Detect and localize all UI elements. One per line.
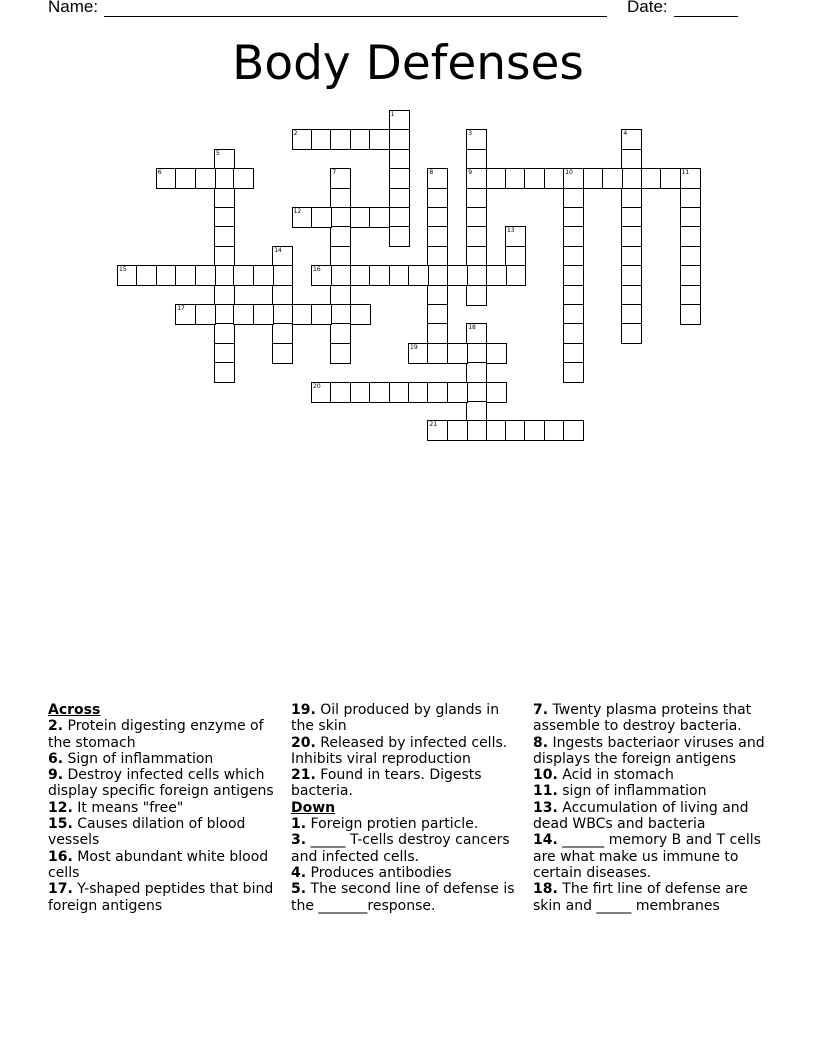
date-label: Date:	[627, 0, 668, 16]
clue-down-14: 14. ______ memory B and T cells are what make us immune to certain diseases.	[533, 832, 761, 881]
grid-cell[interactable]	[621, 265, 642, 286]
grid-cell[interactable]	[466, 343, 487, 364]
clue-across-12: 12. It means "free"	[48, 799, 184, 816]
grid-cell[interactable]	[389, 149, 410, 170]
grid-cell[interactable]	[427, 246, 448, 267]
grid-cell[interactable]	[680, 207, 701, 228]
grid-cell[interactable]	[330, 226, 351, 247]
clue-down-13: 13. Accumulation of living and dead WBCs and bacteria	[533, 799, 749, 833]
grid-cell[interactable]	[563, 207, 584, 228]
grid-cell[interactable]	[680, 304, 701, 325]
grid-cell[interactable]	[427, 207, 448, 228]
grid-cell[interactable]	[330, 129, 351, 150]
grid-cell[interactable]	[621, 129, 642, 150]
grid-cell[interactable]	[330, 343, 351, 364]
grid-cell[interactable]	[563, 343, 584, 364]
grid-cell[interactable]	[156, 265, 177, 286]
grid-cell[interactable]	[195, 304, 216, 325]
grid-cell[interactable]	[292, 129, 313, 150]
grid-cell[interactable]	[214, 188, 235, 209]
grid-cell[interactable]	[563, 362, 584, 383]
grid-cell[interactable]	[660, 168, 681, 189]
grid-cell[interactable]	[389, 188, 410, 209]
grid-cell[interactable]	[408, 265, 429, 286]
grid-cell[interactable]	[447, 420, 468, 441]
grid-cell[interactable]	[466, 226, 487, 247]
grid-cell[interactable]	[330, 382, 351, 403]
cell-number: 20	[313, 382, 321, 390]
cell-number: 1	[390, 111, 395, 118]
grid-cell[interactable]	[563, 265, 584, 286]
grid-cell[interactable]	[350, 265, 371, 286]
grid-cell[interactable]	[195, 265, 216, 286]
grid-cell[interactable]	[583, 168, 604, 189]
grid-cell[interactable]	[563, 420, 584, 441]
grid-cell[interactable]	[680, 265, 701, 286]
grid-cell[interactable]	[136, 265, 157, 286]
grid-cell[interactable]	[214, 304, 235, 325]
grid-cell[interactable]	[621, 168, 642, 189]
grid-cell[interactable]	[389, 129, 410, 150]
grid-cell[interactable]	[427, 168, 448, 189]
grid-cell[interactable]	[466, 246, 487, 267]
grid-cell[interactable]	[447, 265, 468, 286]
grid-cell[interactable]	[427, 285, 448, 306]
cell-number: 13	[507, 227, 515, 235]
clues-column-3	[533, 702, 769, 914]
grid-cell[interactable]	[311, 265, 332, 286]
grid-cell[interactable]	[427, 304, 448, 325]
grid-cell[interactable]	[466, 207, 487, 228]
grid-cell[interactable]	[389, 110, 410, 131]
grid-cell[interactable]	[680, 226, 701, 247]
grid-cell[interactable]	[563, 285, 584, 306]
grid-cell[interactable]	[427, 323, 448, 344]
cell-number: 9	[468, 169, 473, 177]
cell-number: 4	[623, 130, 628, 138]
grid-cell[interactable]	[621, 149, 642, 170]
grid-cell[interactable]	[195, 168, 216, 189]
clue-down-5: 5. The second line of defense is the _______response.	[291, 881, 515, 914]
grid-cell[interactable]	[272, 343, 293, 364]
cell-number: 7	[332, 169, 337, 177]
cell-number: 16	[313, 266, 321, 274]
grid-cell[interactable]	[563, 323, 584, 344]
cell-number: 11	[681, 169, 690, 177]
grid-cell[interactable]	[427, 188, 448, 209]
grid-cell[interactable]	[680, 188, 701, 209]
grid-cell[interactable]	[311, 129, 332, 150]
clue-down-11: 11. sign of inflammation	[533, 783, 707, 800]
clue-across-20: 20. Released by infected cells. Inhibits viral reproduction	[291, 734, 508, 767]
grid-cell[interactable]	[369, 129, 390, 150]
grid-cell[interactable]	[214, 265, 235, 286]
grid-cell[interactable]	[621, 246, 642, 267]
grid-cell[interactable]	[350, 304, 371, 325]
grid-cell[interactable]	[563, 226, 584, 247]
clues-column-2	[291, 702, 523, 914]
cell-number: 5	[216, 149, 220, 157]
grid-cell[interactable]	[466, 285, 487, 306]
grid-cell[interactable]	[350, 382, 371, 403]
grid-cell[interactable]	[311, 304, 332, 325]
grid-cell[interactable]	[524, 420, 545, 441]
grid-cell[interactable]	[272, 323, 293, 344]
grid-cell[interactable]	[214, 226, 235, 247]
clue-across-2: 2. Protein digesting enzyme of the stomach	[48, 718, 264, 751]
grid-cell[interactable]	[427, 226, 448, 247]
cell-number: 18	[468, 324, 476, 332]
page-title: Body Defenses	[232, 36, 584, 91]
grid-cell[interactable]	[389, 226, 410, 247]
grid-cell[interactable]	[214, 168, 235, 189]
grid-cell[interactable]	[272, 265, 293, 286]
grid-cell[interactable]	[466, 168, 487, 189]
grid-cell[interactable]	[214, 246, 235, 267]
grid-cell[interactable]	[505, 226, 526, 247]
cell-number: 19	[410, 343, 418, 351]
clue-across-15: 15. Causes dilation of blood vessels	[48, 816, 246, 849]
grid-cell[interactable]	[447, 382, 468, 403]
grid-cell[interactable]	[563, 304, 584, 325]
clue-down-10: 10. Acid in stomach	[533, 767, 674, 784]
grid-cell[interactable]	[117, 265, 138, 286]
grid-cell[interactable]	[466, 188, 487, 209]
clue-down-3: 3. _____ T-cells destroy cancers and infected cells.	[291, 832, 510, 865]
grid-cell[interactable]	[233, 168, 254, 189]
grid-cell[interactable]	[408, 343, 429, 364]
crossword-grid	[0, 0, 816, 460]
grid-cell[interactable]	[233, 265, 254, 286]
clues-column-1	[48, 702, 276, 914]
grid-cell[interactable]	[369, 265, 390, 286]
grid-cell[interactable]	[505, 265, 526, 286]
grid-cell[interactable]	[680, 168, 701, 189]
across-heading: Across	[48, 702, 101, 718]
grid-cell[interactable]	[389, 265, 410, 286]
grid-cell[interactable]	[214, 285, 235, 306]
clue-down-7: 7. Twenty plasma proteins that assemble to destroy bacteria.	[533, 702, 752, 735]
grid-cell[interactable]	[214, 207, 235, 228]
grid-cell[interactable]	[330, 323, 351, 344]
grid-cell[interactable]	[563, 246, 584, 267]
clue-across-6: 6. Sign of inflammation	[48, 750, 214, 767]
grid-cell[interactable]	[427, 420, 448, 441]
grid-cell[interactable]	[233, 304, 254, 325]
grid-cell[interactable]	[524, 168, 545, 189]
name-label: Name:	[48, 0, 99, 16]
grid-cell[interactable]	[621, 188, 642, 209]
grid-cell[interactable]	[427, 382, 448, 403]
grid-cell[interactable]	[272, 246, 293, 267]
grid-cell[interactable]	[466, 265, 487, 286]
grid-cell[interactable]	[621, 304, 642, 325]
grid-cell[interactable]	[486, 343, 507, 364]
grid-cell[interactable]	[427, 265, 448, 286]
grid-cell[interactable]	[253, 304, 274, 325]
clue-down-8: 8. Ingests bacteriaor viruses and displays the foreign antigens	[533, 734, 765, 767]
cell-number: 10	[565, 169, 573, 177]
cell-number: 21	[429, 421, 438, 429]
grid-cell[interactable]	[389, 382, 410, 403]
grid-cell[interactable]	[621, 323, 642, 344]
grid-cell[interactable]	[486, 265, 507, 286]
grid-cell[interactable]	[350, 129, 371, 150]
grid-cell[interactable]	[641, 168, 662, 189]
down-heading: Down	[291, 799, 336, 816]
grid-cell[interactable]	[330, 188, 351, 209]
clue-down-4: 4. Produces antibodies	[291, 864, 452, 881]
cell-number: 6	[157, 169, 162, 177]
grid-cell[interactable]	[156, 168, 177, 189]
grid-cell[interactable]	[175, 304, 196, 325]
grid-cell[interactable]	[272, 304, 293, 325]
grid-cell[interactable]	[505, 168, 526, 189]
grid-cell[interactable]	[621, 226, 642, 247]
grid-cell[interactable]	[427, 343, 448, 364]
grid-cell[interactable]	[466, 420, 487, 441]
cell-number: 17	[177, 305, 185, 312]
cell-number: 8	[429, 169, 434, 177]
clue-across-16: 16. Most abundant white blood cells	[48, 848, 269, 881]
grid-cell[interactable]	[621, 207, 642, 228]
grid-cell[interactable]	[486, 420, 507, 441]
grid-cell[interactable]	[563, 168, 584, 189]
grid-cell[interactable]	[214, 149, 235, 170]
cell-number: 15	[119, 266, 127, 274]
grid-cell[interactable]	[466, 382, 487, 403]
grid-cell[interactable]	[350, 207, 371, 228]
cell-number: 2	[293, 130, 298, 138]
grid-cell[interactable]	[330, 246, 351, 267]
grid-cell[interactable]	[330, 304, 351, 325]
grid-cell[interactable]	[486, 382, 507, 403]
cell-number: 12	[293, 208, 302, 215]
grid-cell[interactable]	[214, 323, 235, 344]
grid-cell[interactable]	[544, 420, 565, 441]
grid-cell[interactable]	[505, 420, 526, 441]
grid-cell[interactable]	[389, 207, 410, 228]
grid-cell[interactable]	[330, 168, 351, 189]
grid-cell[interactable]	[447, 343, 468, 364]
grid-cell[interactable]	[175, 168, 196, 189]
grid-cell[interactable]	[621, 285, 642, 306]
grid-cell[interactable]	[505, 246, 526, 267]
grid-cell[interactable]	[214, 343, 235, 364]
grid-cell[interactable]	[311, 382, 332, 403]
grid-cell[interactable]	[544, 168, 565, 189]
grid-cell[interactable]	[369, 382, 390, 403]
clue-across-17: 17. Y-shaped peptides that bind foreign antigens	[48, 881, 274, 914]
cell-number: 14	[274, 246, 282, 254]
grid-cell[interactable]	[330, 285, 351, 306]
clue-across-21: 21. Found in tears. Digests bacteria.	[291, 767, 482, 800]
grid-cell[interactable]	[292, 304, 313, 325]
grid-cell[interactable]	[311, 207, 332, 228]
grid-cell[interactable]	[253, 265, 274, 286]
grid-cell[interactable]	[466, 323, 487, 344]
grid-cell[interactable]	[466, 129, 487, 150]
grid-cell[interactable]	[466, 362, 487, 383]
clue-down-1: 1. Foreign protien particle.	[291, 816, 479, 833]
grid-cell[interactable]	[272, 285, 293, 306]
clue-across-19: 19. Oil produced by glands in the skin	[291, 702, 500, 735]
grid-cell[interactable]	[602, 168, 623, 189]
grid-cell[interactable]	[175, 265, 196, 286]
grid-cell[interactable]	[292, 207, 313, 228]
grid-cell[interactable]	[214, 362, 235, 383]
clue-across-9: 9. Destroy infected cells which display specific foreign antigens	[48, 767, 274, 800]
grid-cell[interactable]	[369, 207, 390, 228]
clue-down-18: 18. The firt line of defense are skin and _____ membranes	[533, 881, 748, 914]
grid-cell[interactable]	[563, 188, 584, 209]
cell-number: 3	[468, 130, 473, 138]
grid-cell[interactable]	[330, 265, 351, 286]
grid-cell[interactable]	[680, 285, 701, 306]
grid-cell[interactable]	[680, 246, 701, 267]
grid-cell[interactable]	[330, 207, 351, 228]
grid-cell[interactable]	[486, 168, 507, 189]
grid-cell[interactable]	[408, 382, 429, 403]
grid-cell[interactable]	[466, 401, 487, 422]
grid-cell[interactable]	[466, 149, 487, 170]
grid-cell[interactable]	[389, 168, 410, 189]
